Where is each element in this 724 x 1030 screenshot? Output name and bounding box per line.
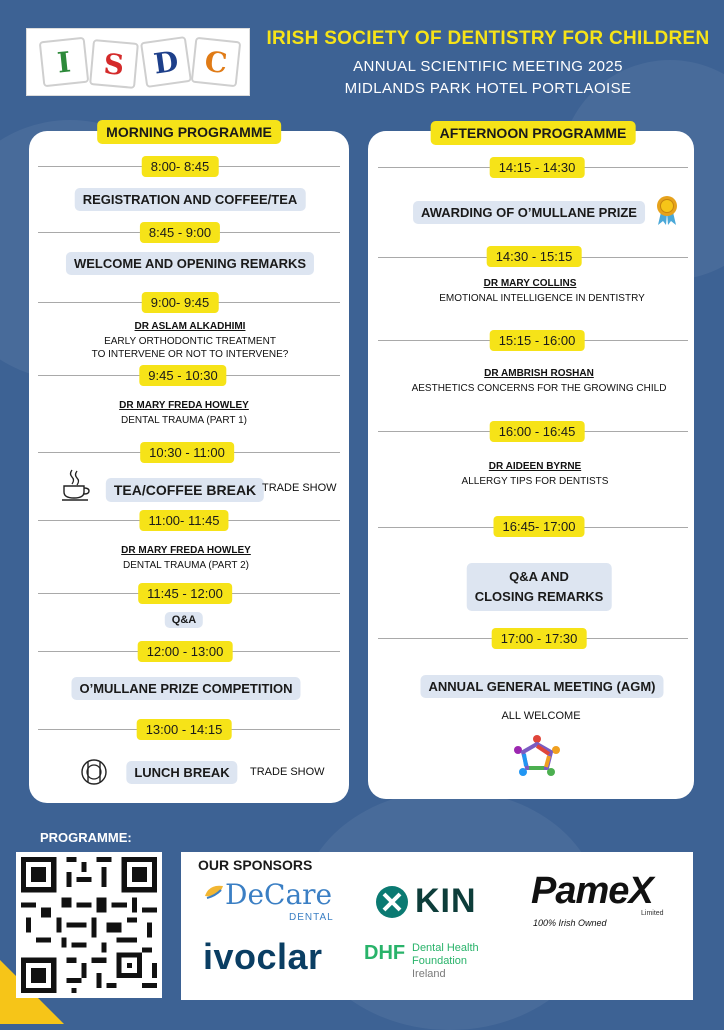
- time-slot: 11:00- 11:45: [139, 510, 228, 531]
- decare-dental-label: DENTAL: [289, 912, 334, 923]
- speaker-name: DR MARY COLLINS: [483, 278, 577, 289]
- time-slot: 15:15 - 16:00: [490, 330, 585, 351]
- morning-heading: MORNING PROGRAMME: [97, 120, 281, 144]
- afternoon-heading: AFTERNOON PROGRAMME: [431, 121, 636, 145]
- speaker-name: DR ASLAM ALKADHIMI: [134, 321, 246, 332]
- community-people-icon: [513, 734, 561, 785]
- dhf-mark: DHF: [364, 942, 406, 964]
- sponsors-title: OUR SPONSORS: [198, 857, 313, 873]
- decare-leaf-icon: [203, 882, 225, 904]
- coffee-break-item: TEA/COFFEE BREAK: [106, 478, 264, 502]
- time-slot: 14:30 - 15:15: [487, 246, 582, 267]
- qa-item: Q&A: [165, 612, 203, 628]
- dhf-logo: [364, 940, 534, 986]
- logo-block-c: C: [191, 37, 242, 88]
- logo-block-s: S: [89, 39, 139, 89]
- talk-title: AESTHETICS CONCERNS FOR THE GROWING CHILD: [411, 383, 667, 394]
- time-slot: 16:00 - 16:45: [490, 421, 585, 442]
- lunch-break-item: LUNCH BREAK: [126, 761, 237, 784]
- time-slot: 11:45 - 12:00: [138, 583, 232, 604]
- time-slot: 13:00 - 14:15: [137, 719, 232, 740]
- sponsors-panel: [181, 852, 693, 1000]
- venue-title: MIDLANDS PARK HOTEL PORTLAOISE: [344, 80, 632, 97]
- time-slot: 12:00 - 13:00: [138, 641, 233, 662]
- time-slot: 16:45- 17:00: [493, 516, 584, 537]
- speaker-name: DR AMBRISH ROSHAN: [484, 368, 594, 379]
- registration-item: REGISTRATION AND COFFEE/TEA: [75, 188, 306, 211]
- trade-show-label: TRADE SHOW: [262, 482, 337, 494]
- pamex-wordmark: PameX: [531, 870, 653, 912]
- time-slot: 10:30 - 11:00: [140, 442, 234, 463]
- coffee-cup-icon: [60, 468, 92, 507]
- plate-cutlery-icon: [80, 758, 108, 791]
- talk-title: EARLY ORTHODONTIC TREATMENT: [104, 336, 276, 347]
- logo-block-d: D: [140, 36, 192, 88]
- decare-wordmark: DeCare: [225, 878, 333, 911]
- closing-line-1: Q&A AND: [509, 569, 569, 584]
- awarding-item: AWARDING OF O’MULLANE PRIZE: [413, 201, 645, 224]
- award-medal-icon: [654, 194, 680, 231]
- speaker-name: DR AIDEEN BYRNE: [488, 461, 582, 472]
- programme-label: PROGRAMME:: [40, 830, 132, 845]
- time-slot: 9:00- 9:45: [142, 292, 219, 313]
- pamex-tagline: 100% Irish Owned: [533, 918, 607, 928]
- programme-qr-code[interactable]: [16, 852, 162, 998]
- pamex-limited-label: Limited: [641, 910, 664, 917]
- meeting-title: ANNUAL SCIENTIFIC MEETING 2025: [353, 58, 623, 75]
- talk-title: DENTAL TRAUMA (PART 1): [121, 415, 247, 426]
- time-slot: 8:00- 8:45: [142, 156, 219, 177]
- time-slot: 8:45 - 9:00: [140, 222, 220, 243]
- dhf-name-line3: Ireland: [412, 968, 446, 980]
- all-welcome-text: ALL WELCOME: [501, 710, 581, 722]
- pamex-logo: [531, 870, 681, 932]
- isdc-logo: [26, 28, 250, 96]
- kin-mark-icon: [375, 885, 409, 919]
- society-title: IRISH SOCIETY OF DENTISTRY FOR CHILDREN: [266, 28, 710, 49]
- trade-show-label: TRADE SHOW: [250, 766, 325, 778]
- speaker-name: DR MARY FREDA HOWLEY: [121, 545, 251, 556]
- talk-title: TO INTERVENE OR NOT TO INTERVENE?: [91, 349, 289, 360]
- agm-item: ANNUAL GENERAL MEETING (AGM): [420, 675, 663, 698]
- talk-title: EMOTIONAL INTELLIGENCE IN DENTISTRY: [439, 293, 645, 304]
- dhf-name-line2: Foundation: [412, 955, 468, 967]
- talk-title: DENTAL TRAUMA (PART 2): [123, 560, 249, 571]
- speaker-name: DR MARY FREDA HOWLEY: [119, 400, 249, 411]
- kin-wordmark: KIN: [415, 882, 477, 920]
- closing-line-2: CLOSING REMARKS: [474, 589, 604, 604]
- welcome-item: WELCOME AND OPENING REMARKS: [66, 252, 314, 275]
- logo-block-i: I: [39, 37, 90, 88]
- ivoclar-logo: ivoclar: [203, 936, 323, 977]
- talk-title: ALLERGY TIPS FOR DENTISTS: [461, 476, 609, 487]
- prize-competition-item: O’MULLANE PRIZE COMPETITION: [71, 677, 300, 700]
- closing-item: [467, 563, 612, 611]
- decare-dental-logo: [203, 880, 353, 928]
- kin-logo: [375, 882, 503, 922]
- dhf-name-line1: Dental Health: [412, 942, 479, 954]
- time-slot: 14:15 - 14:30: [490, 157, 585, 178]
- time-slot: 17:00 - 17:30: [492, 628, 587, 649]
- time-slot: 9:45 - 10:30: [139, 365, 226, 386]
